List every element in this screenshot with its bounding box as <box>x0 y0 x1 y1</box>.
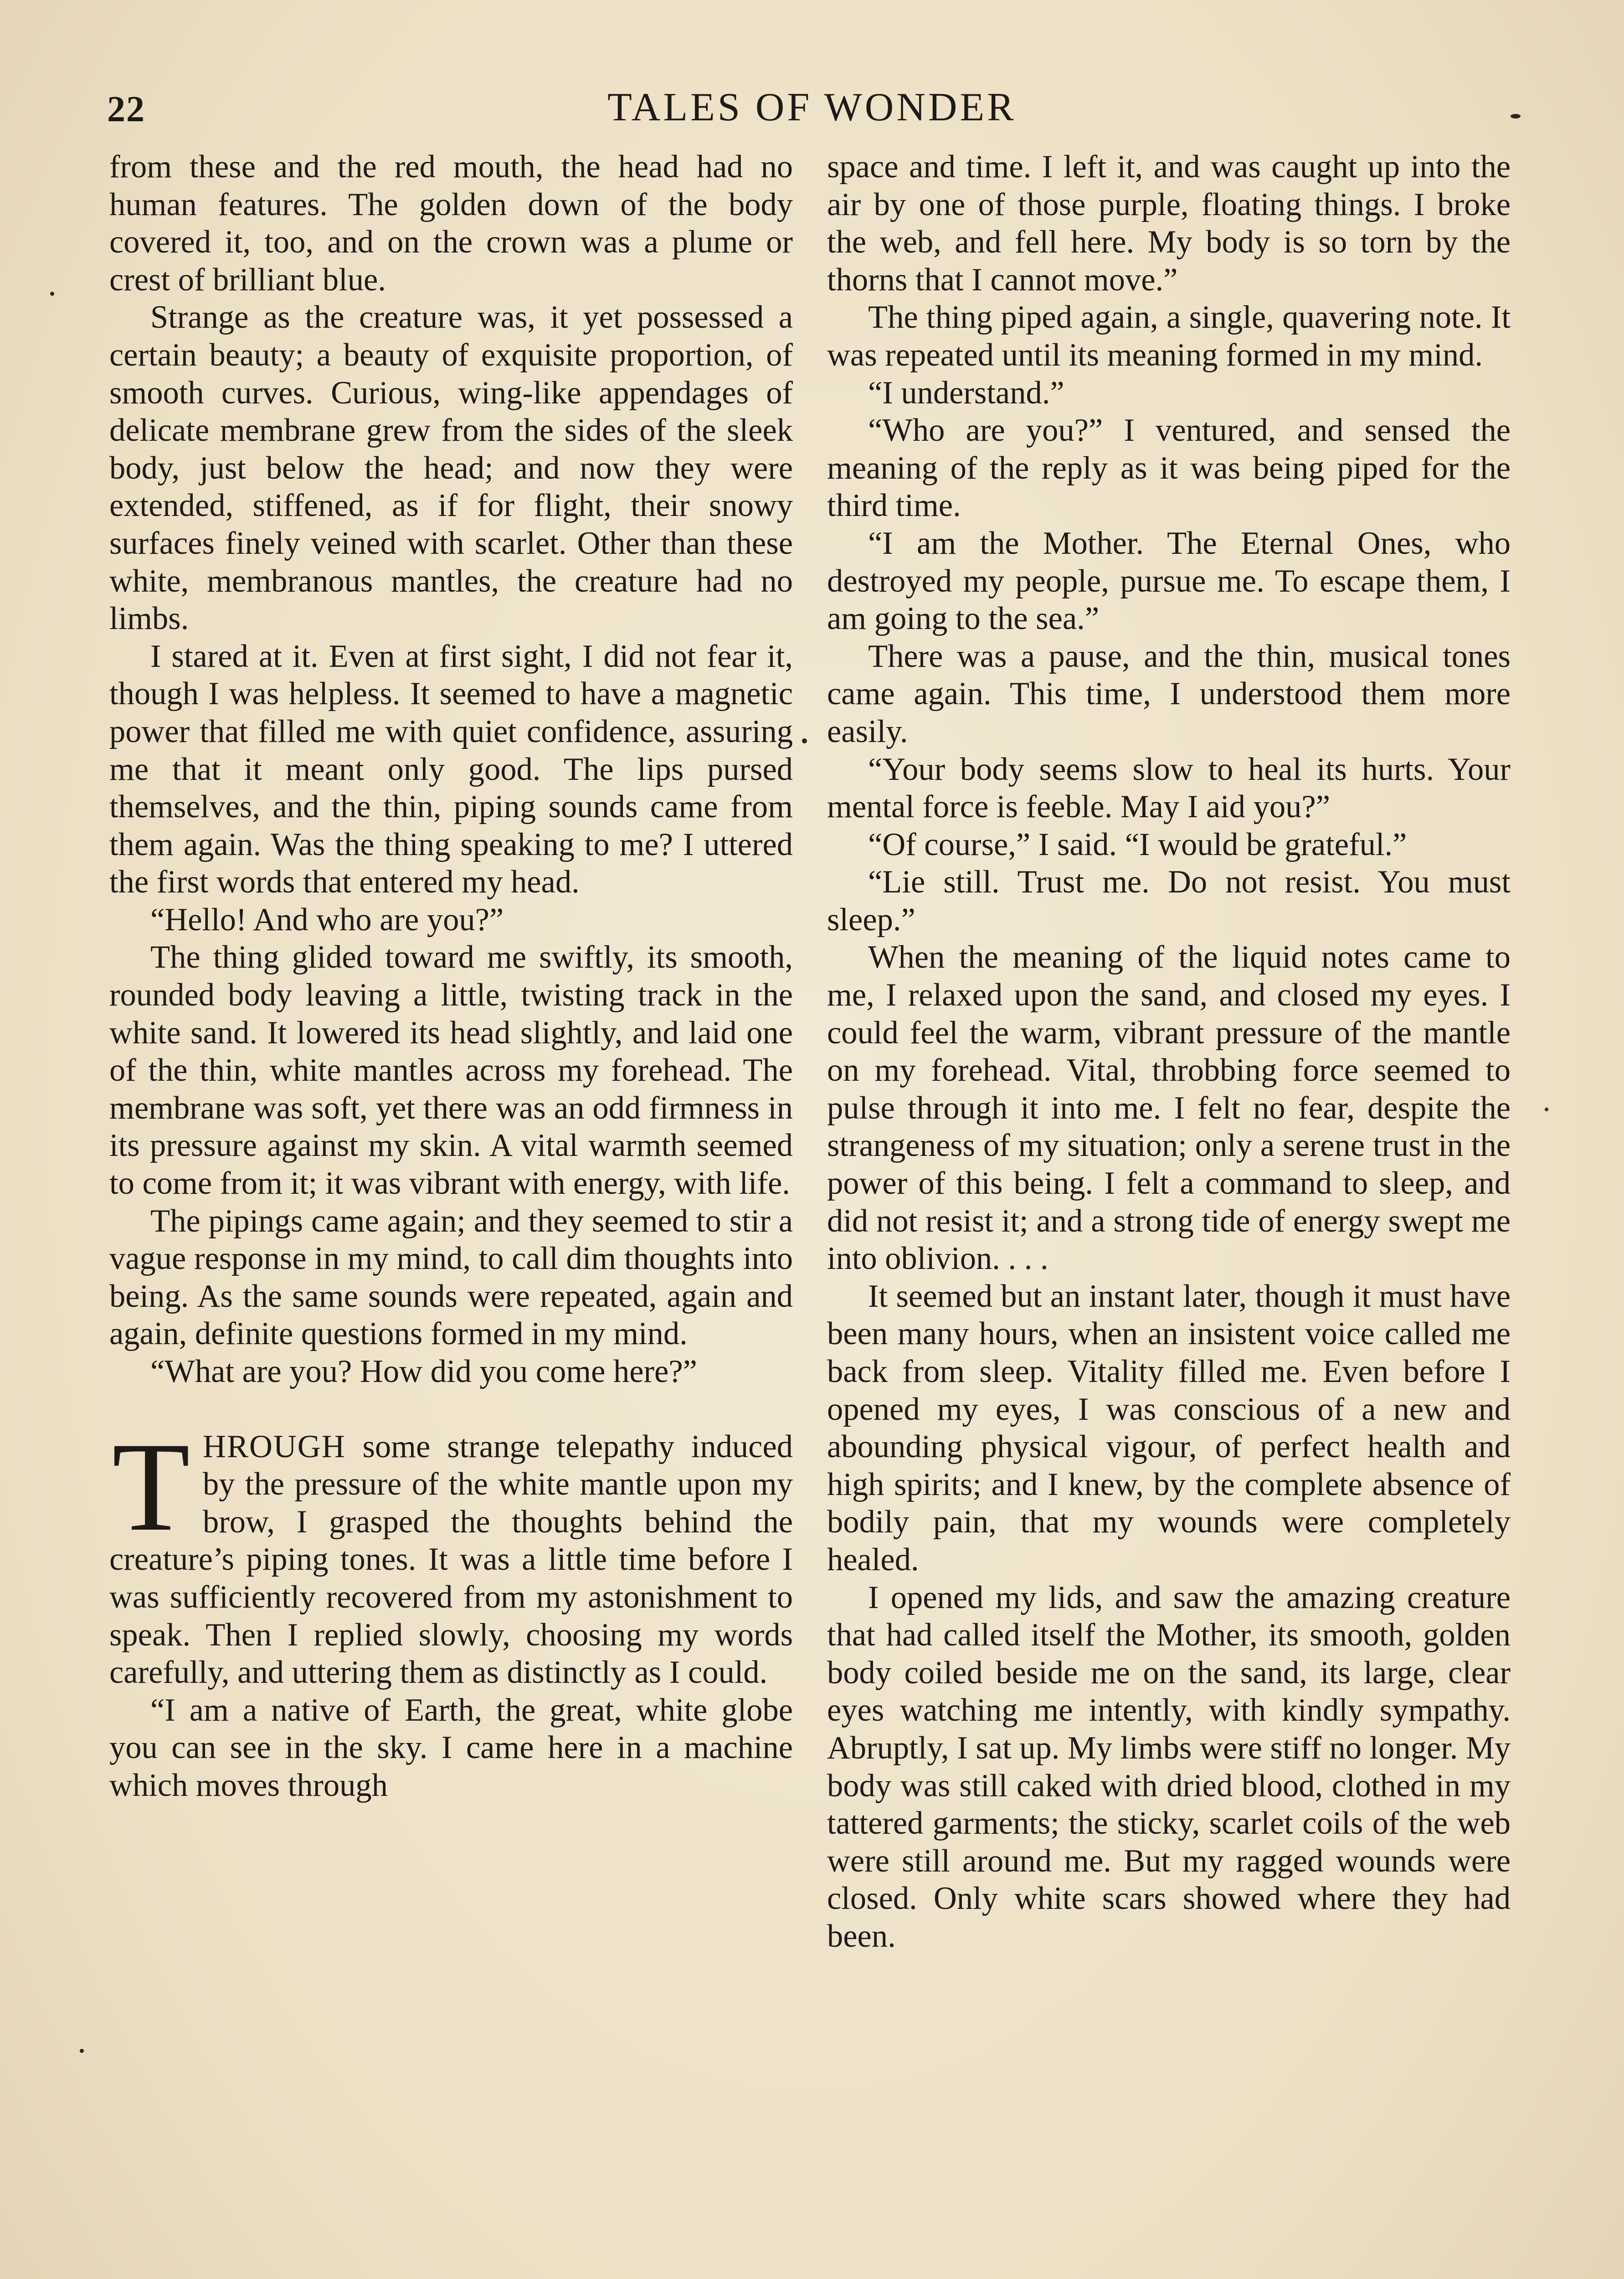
left-column <box>109 148 793 1805</box>
section-start-paragraph <box>109 1415 793 1691</box>
ink-speck <box>50 292 54 296</box>
paragraph: “I understand.” <box>868 375 1064 411</box>
right-column <box>827 148 1511 1955</box>
paragraph: “What are you? How did you come here?” <box>150 1354 697 1389</box>
paragraph: The pipings came again; and they seemed to stir a vague response in my mind, to call dim thoughts into being. As the same sounds were repeated, again and again, definite questions formed in my mind. <box>109 1203 793 1352</box>
paragraph: There was a pause, and the thin, musical tones came again. This time, I understood them more easily. <box>827 638 1511 749</box>
paragraph: “Hello! And who are you?” <box>150 902 504 938</box>
paragraph: The thing glided toward me swiftly, its smooth, rounded body leaving a little, twisting track in the white sand. It lowered its head slightly, and laid one of the thin, white mantles across my forehead. The membrane was soft, yet there was an odd firmness in its pressure against my skin. A vital warmth seemed to come from it; it was vibrant with energy, with life. <box>109 939 793 1201</box>
paragraph: Strange as the creature was, it yet possessed a certain beauty; a beauty of exquisite proportion, of smooth curves. Curious, wing-like appendages of delicate membrane grew from the sides of the sleek body, just below the head; and now they were extended, stiffened, as if for flight, their snowy surfaces finely veined with scarlet. Other than these white, membranous mantles, the creature had no limbs. <box>109 299 793 637</box>
paragraph: I opened my lids, and saw the amazing creature that had called itself the Mother, its smooth, golden body coiled beside me on the sand, its large, clear eyes watching me intently, with kindly sympathy. Abruptly, I sat up. My limbs were stiff no longer. My body was still caked with dried blood, clothed in my tattered garments; the sticky, scarlet coils of the web were still around me. But my ragged wounds were closed. Only white scars showed where they had been. <box>827 1579 1511 1954</box>
small-caps-lead: HROUGH <box>203 1428 346 1464</box>
paragraph: “I am the Mother. The Eternal Ones, who destroyed my people, pursue me. To escape them, I am going to the sea.” <box>827 525 1511 637</box>
drop-cap: T <box>112 1415 190 1557</box>
page-number: 22 <box>107 89 145 129</box>
paragraph: When the meaning of the liquid notes came to me, I relaxed upon the sand, and closed my eyes. I could feel the warm, vibrant pressure of the mantle on my forehead. Vital, throbbing force seemed to pulse through it into me. I felt no fear, despite the strangeness of my situation; only a serene trust in the power of this being. I felt a command to sleep, and did not resist it; and a strong tide of energy swept me into oblivion. . . . <box>827 939 1511 1277</box>
ink-speck <box>80 2049 84 2053</box>
paragraph: “Who are you?” I ventured, and sensed the meaning of the reply as it was being piped for the third time. <box>827 412 1511 524</box>
paragraph: from these and the red mouth, the head had no human features. The golden down of the body covered it, too, and on the crown was a plume or crest of brilliant blue. <box>109 149 793 298</box>
ink-speck <box>802 738 807 743</box>
paragraph: I stared at it. Even at first sight, I did not fear it, though I was helpless. It seemed to have a magnetic power that filled me with quiet confidence, assuring me that it meant only good. The lips pursed themselves, and the thin, piping sounds came from them again. Was the thing speaking to me? I uttered the first words that entered my head. <box>109 638 793 900</box>
paragraph: “I am a native of Earth, the great, white globe you can see in the sky. I came here in a machine which moves through <box>109 1692 793 1803</box>
paragraph: It seemed but an instant later, though it must have been many hours, when an insistent voice called me back from sleep. Vitality filled me. Even before I opened my eyes, I was conscious of a new and abounding physical vigour, of perfect health and high spirits; and I knew, by the complete absence of bodily pain, that my wounds were completely healed. <box>827 1278 1511 1578</box>
paragraph: space and time. I left it, and was caught up into the air by one of those purple, floating things. I broke the web, and fell here. My body is so torn by the thorns that I cannot move.” <box>827 149 1511 298</box>
ink-speck <box>1511 114 1521 119</box>
paragraph: “Of course,” I said. “I would be grateful.” <box>868 826 1407 862</box>
section-text: some strange telepathy induced by the pressure of the white mantle upon my brow, I grasped the thoughts behind the creature’s piping tones. It was a little time before I was sufficiently recovered from my astonishment to speak. Then I replied slowly, choosing my words carefully, and uttering them as distinctly as I could. <box>109 1428 793 1691</box>
paragraph: “Lie still. Trust me. Do not resist. You must sleep.” <box>827 864 1511 938</box>
paragraph: The thing piped again, a single, quavering note. It was repeated until its meaning formed in my mind. <box>827 299 1511 373</box>
ink-speck <box>1545 1108 1548 1111</box>
running-title: TALES OF WONDER <box>607 85 1017 129</box>
page-header <box>107 84 1517 134</box>
paragraph: “Your body seems slow to heal its hurts. Your mental force is feeble. May I aid you?” <box>827 751 1511 825</box>
